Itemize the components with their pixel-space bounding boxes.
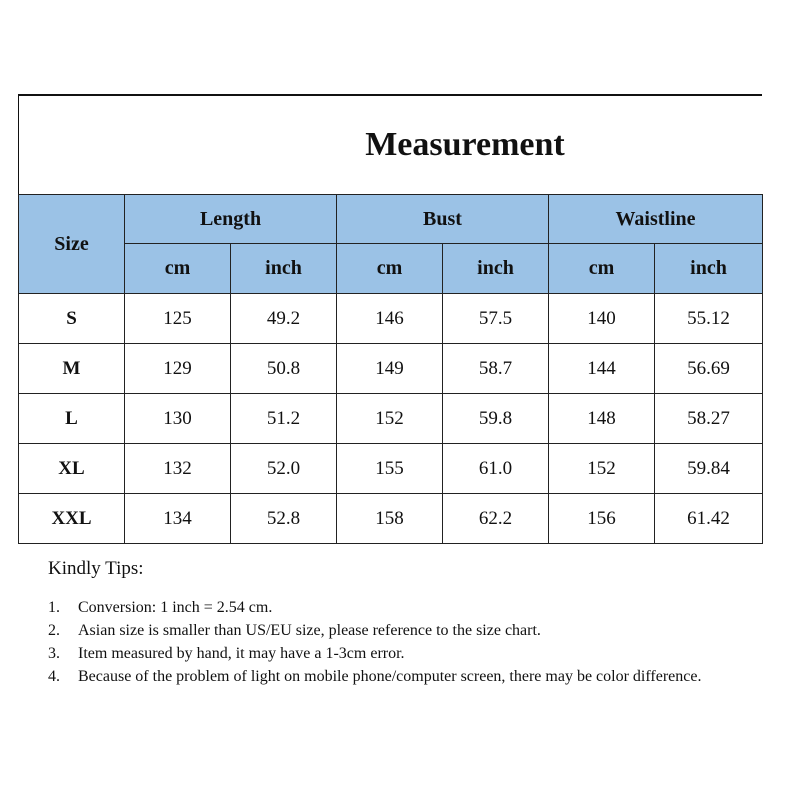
table-cell: 158 <box>337 494 443 544</box>
table-cell: 58.7 <box>443 344 549 394</box>
group-header-waistline: Waistline <box>549 195 763 244</box>
table-cell: 152 <box>337 394 443 444</box>
table-cell: 58.27 <box>655 394 763 444</box>
unit-header: inch <box>443 244 549 294</box>
list-item <box>48 619 748 642</box>
table-cell: 149 <box>337 344 443 394</box>
table-cell: 51.2 <box>231 394 337 444</box>
tips-list <box>48 596 748 688</box>
table-cell: 52.0 <box>231 444 337 494</box>
list-item-number: 2. <box>48 622 60 639</box>
list-item-number: 1. <box>48 599 60 616</box>
size-cell: L <box>19 394 125 444</box>
size-cell: M <box>19 344 125 394</box>
table-cell: 155 <box>337 444 443 494</box>
size-chart-table <box>18 194 763 544</box>
kindly-tips <box>48 558 748 688</box>
table-cell: 59.8 <box>443 394 549 444</box>
unit-header: inch <box>655 244 763 294</box>
group-header-bust: Bust <box>337 195 549 244</box>
list-item-number: 3. <box>48 645 60 662</box>
table-cell: 59.84 <box>655 444 763 494</box>
list-item <box>48 596 748 619</box>
list-item <box>48 642 748 665</box>
table-row <box>19 494 763 544</box>
unit-header: inch <box>231 244 337 294</box>
table-cell: 146 <box>337 294 443 344</box>
table-row <box>19 294 763 344</box>
table-cell: 130 <box>125 394 231 444</box>
table-cell: 132 <box>125 444 231 494</box>
table-cell: 61.42 <box>655 494 763 544</box>
table-row <box>19 444 763 494</box>
size-cell: S <box>19 294 125 344</box>
table-cell: 125 <box>125 294 231 344</box>
list-item <box>48 665 748 688</box>
size-cell: XXL <box>19 494 125 544</box>
size-cell: XL <box>19 444 125 494</box>
table-cell: 55.12 <box>655 294 763 344</box>
list-item-text: Conversion: 1 inch = 2.54 cm. <box>78 599 273 616</box>
table-cell: 56.69 <box>655 344 763 394</box>
list-item-text: Asian size is smaller than US/EU size, please reference to the size chart. <box>78 622 541 639</box>
table-row <box>19 394 763 444</box>
list-item-text: Because of the problem of light on mobile phone/computer screen, there may be color difference. <box>78 668 702 685</box>
table-cell: 140 <box>549 294 655 344</box>
table-row <box>19 344 763 394</box>
table-cell: 144 <box>549 344 655 394</box>
list-item-number: 4. <box>48 668 60 685</box>
list-item-text: Item measured by hand, it may have a 1-3cm error. <box>78 645 405 662</box>
table-cell: 148 <box>549 394 655 444</box>
table-cell: 61.0 <box>443 444 549 494</box>
table-cell: 50.8 <box>231 344 337 394</box>
table-cell: 49.2 <box>231 294 337 344</box>
page-title: Measurement <box>365 126 565 163</box>
table-cell: 152 <box>549 444 655 494</box>
table-cell: 129 <box>125 344 231 394</box>
unit-header: cm <box>337 244 443 294</box>
unit-header: cm <box>549 244 655 294</box>
table-cell: 52.8 <box>231 494 337 544</box>
table-cell: 62.2 <box>443 494 549 544</box>
tips-heading: Kindly Tips: <box>48 558 144 579</box>
unit-header: cm <box>125 244 231 294</box>
table-cell: 134 <box>125 494 231 544</box>
table-cell: 156 <box>549 494 655 544</box>
group-header-length: Length <box>125 195 337 244</box>
size-column-header: Size <box>19 195 125 294</box>
table-cell: 57.5 <box>443 294 549 344</box>
